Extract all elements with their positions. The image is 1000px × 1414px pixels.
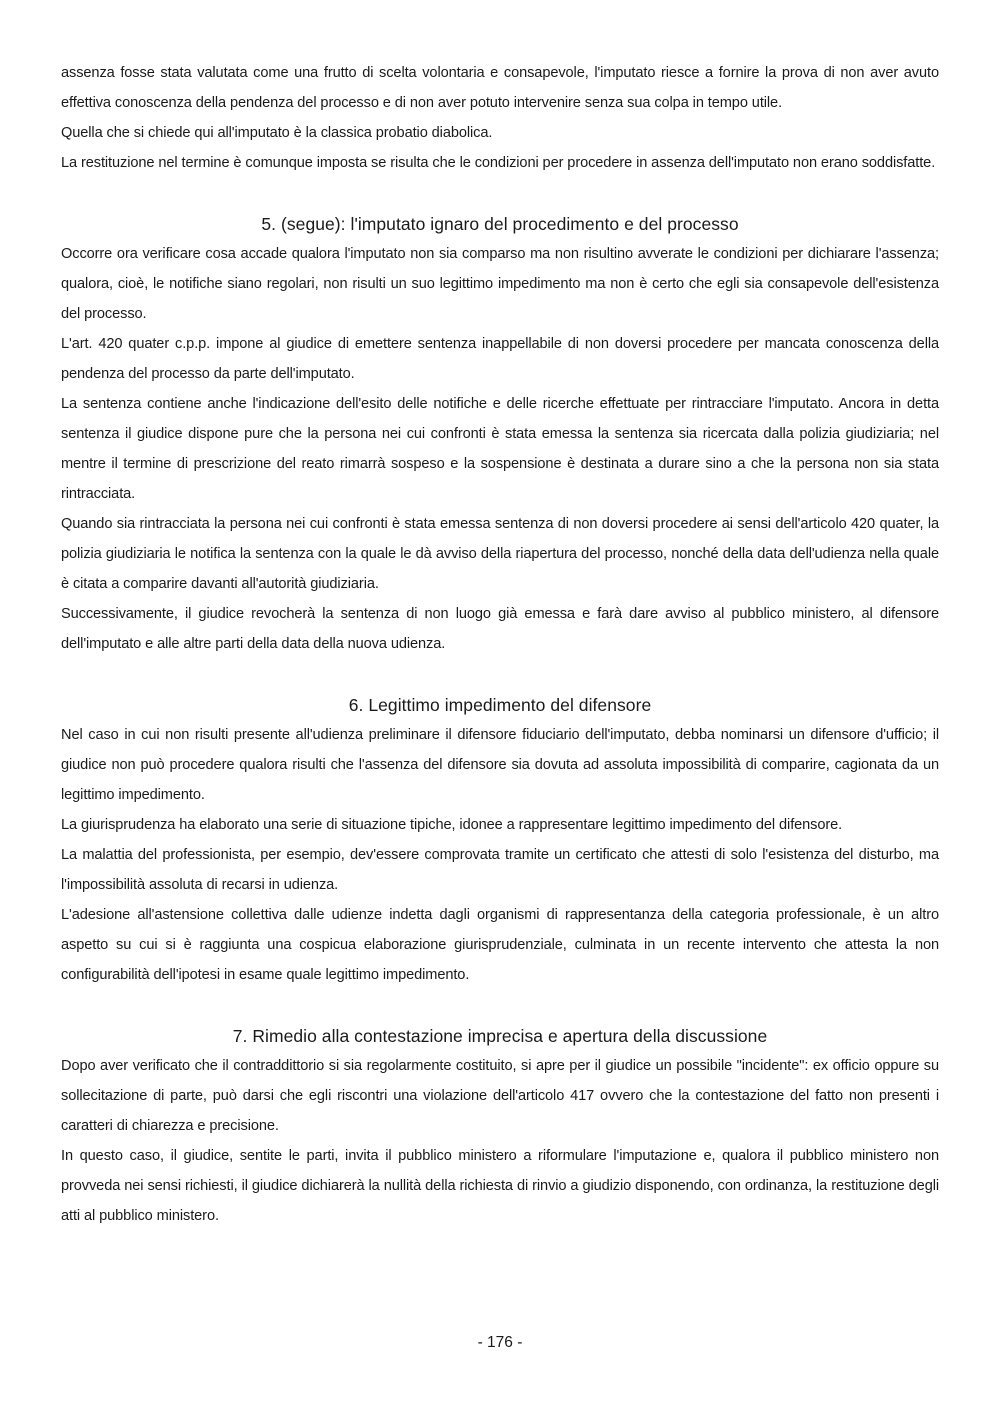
page-body xyxy=(61,58,939,1231)
intro-paragraph-3: La restituzione nel termine è comunque imposta se risulta che le condizioni per procedere in assenza dell'imputato non erano soddisfatte. xyxy=(61,155,936,171)
section-5-heading: 5. (segue): l'imputato ignaro del procedimento e del processo xyxy=(261,214,739,234)
section-6-paragraph-3: La malattia del professionista, per esempio, dev'essere comprovata tramite un certificato che attesti di solo l'esistenza del disturbo, ma l'impossibilità assoluta di recarsi in udienza. xyxy=(61,847,939,893)
section-5-paragraph-5: Successivamente, il giudice revocherà la sentenza di non luogo già emessa e farà dare avviso al pubblico ministero, al difensore dell'imputato e alle altre parti della data della nuova udienza. xyxy=(61,606,939,652)
section-7-heading: 7. Rimedio alla contestazione imprecisa e apertura della discussione xyxy=(232,1026,768,1046)
section-6-heading: 6. Legittimo impedimento del difensore xyxy=(348,695,652,715)
intro-paragraph-2: Quella che si chiede qui all'imputato è la classica probatio diabolica. xyxy=(61,125,493,141)
section-7-paragraph-1: Dopo aver verificato che il contraddittorio si sia regolarmente costituito, si apre per il giudice un possibile "incidente": ex officio oppure su sollecitazione di parte, può darsi che egli riscontri una violazione dell'articolo 417 ovvero che la contestazione del fatto non presenti i caratteri di chiarezza e precisione. xyxy=(61,1058,939,1134)
section-7-paragraph-2: In questo caso, il giudice, sentite le parti, invita il pubblico ministero a riformulare l'imputazione e, qualora il pubblico ministero non provveda nei sensi richiesti, il giudice dichiarerà la nullità della richiesta di rinvio a giudizio disponendo, con ordinanza, la restituzione degli atti al pubblico ministero. xyxy=(61,1148,939,1224)
section-5-paragraph-2: L'art. 420 quater c.p.p. impone al giudice di emettere sentenza inappellabile di non doversi procedere per mancata conoscenza della pendenza del processo da parte dell'imputato. xyxy=(61,336,939,382)
intro-paragraph-1: assenza fosse stata valutata come una frutto di scelta volontaria e consapevole, l'imputato riesce a fornire la prova di non aver avuto effettiva conoscenza della pendenza del processo e di non aver potuto intervenire senza sua colpa in tempo utile. xyxy=(61,65,939,111)
section-5-paragraph-1: Occorre ora verificare cosa accade qualora l'imputato non sia comparso ma non risultino avverate le condizioni per dichiarare l'assenza; qualora, cioè, le notifiche siano regolari, non risulti un suo legittimo impedimento ma non è certo che egli sia consapevole dell'esistenza del processo. xyxy=(61,246,939,322)
section-5-paragraph-3: La sentenza contiene anche l'indicazione dell'esito delle notifiche e delle ricerche effettuate per rintracciare l'imputato. Ancora in detta sentenza il giudice dispone pure che la persona nei cui confronti è stata emessa la sentenza sia ricercata dalla polizia giudiziaria; nel mentre il termine di prescrizione del reato rimarrà sospeso e la sospensione è destinata a durare sino a che la persona non sia stata rintracciata. xyxy=(61,396,939,502)
section-6-paragraph-4: L'adesione all'astensione collettiva dalle udienze indetta dagli organismi di rappresentanza della categoria professionale, è un altro aspetto su cui si è raggiunta una cospicua elaborazione giurisprudenziale, culminata in un recente intervento che attesta la non configurabilità dell'ipotesi in esame quale legittimo impedimento. xyxy=(61,907,939,983)
page-number: - 176 - xyxy=(477,1334,523,1351)
section-5-paragraph-4: Quando sia rintracciata la persona nei cui confronti è stata emessa sentenza di non doversi procedere ai sensi dell'articolo 420 quater, la polizia giudiziaria le notifica la sentenza con la quale le dà avviso della riapertura del processo, nonché della data dell'udienza nella quale è citata a comparire davanti all'autorità giudiziaria. xyxy=(61,516,939,592)
section-6-paragraph-1: Nel caso in cui non risulti presente all'udienza preliminare il difensore fiduciario dell'imputato, debba nominarsi un difensore d'ufficio; il giudice non può procedere qualora risulti che l'assenza del difensore sia dovuta ad assoluta impossibilità di comparire, cagionata da un legittimo impedimento. xyxy=(61,727,939,803)
section-6-paragraph-2: La giurisprudenza ha elaborato una serie di situazione tipiche, idonee a rappresentare legittimo impedimento del difensore. xyxy=(61,817,843,833)
